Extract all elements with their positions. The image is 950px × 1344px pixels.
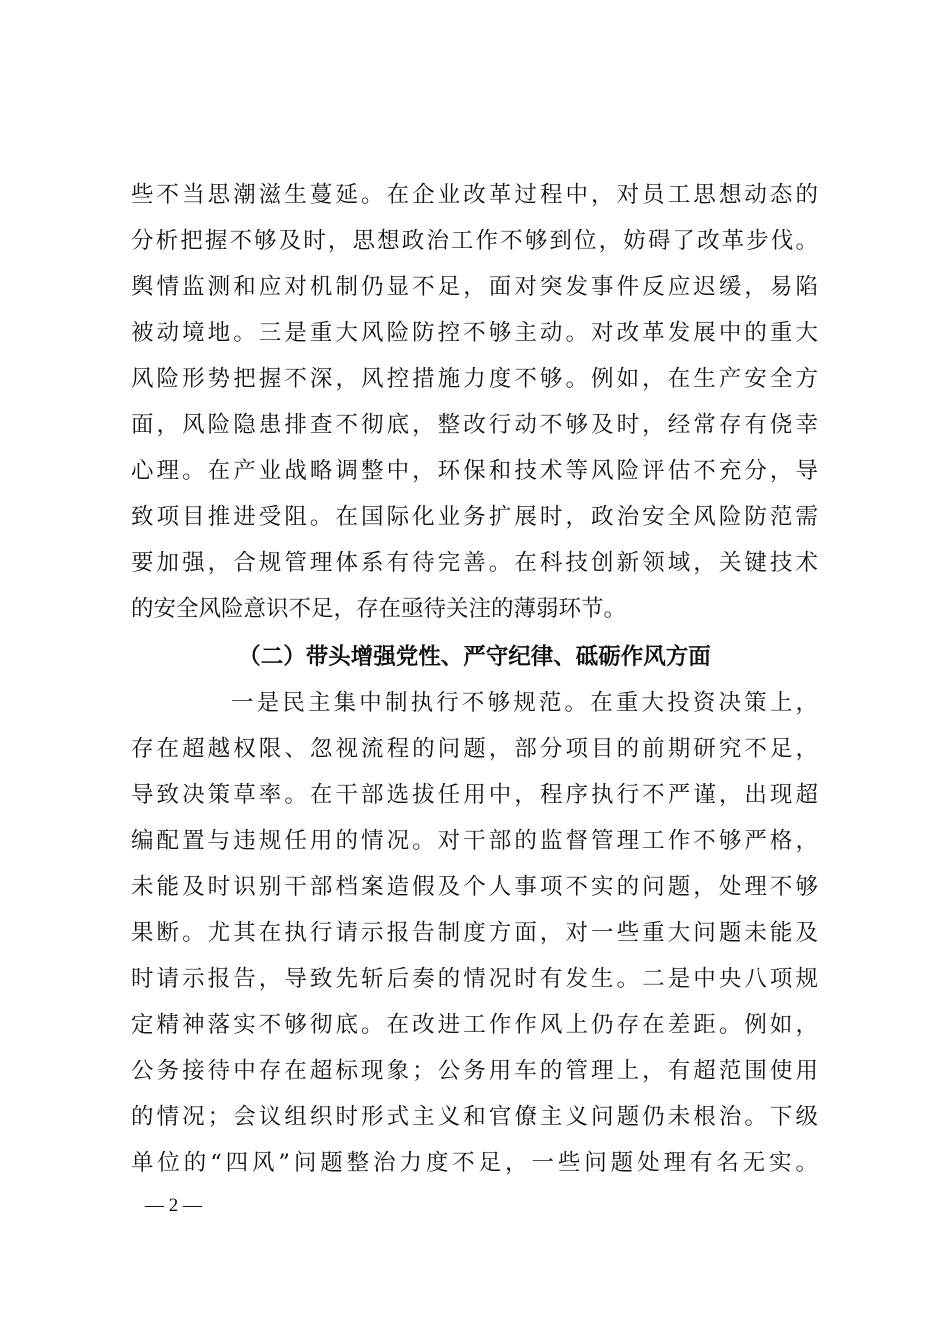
paragraph-2-line-1: 一是民主集中制执行不够规范。在重大投资决策上， [231,690,818,716]
paragraph-1-line-4: 被动境地。三是重大风险防控不够主动。对改革发展中的重大 [131,320,818,346]
paragraph-1-line-1: 些不当思潮滋生蔓延。在企业改革过程中，对员工思想动态的 [131,182,818,208]
paragraph-2-line-5: 未能及时识别干部档案造假及个人事项不实的问题，处理不够 [131,874,818,900]
paragraph-2-line-11: 单位的“四风”问题整治力度不足，一些问题处理有名无实。 [131,1150,818,1176]
paragraph-2-line-3: 导致决策草率。在干部选拔任用中，程序执行不严谨，出现超 [131,782,818,808]
paragraph-1-line-8: 致项目推进受阻。在国际化业务扩展时，政治安全风险防范需 [131,504,818,530]
paragraph-1-line-6: 面，风险隐患排查不彻底，整改行动不够及时，经常存有侥幸 [131,412,818,438]
paragraph-1-line-10: 的安全风险意识不足，存在亟待关注的薄弱环节。 [131,596,627,622]
paragraph-2-line-9: 公务接待中存在超标现象；公务用车的管理上，有超范围使用 [131,1058,818,1084]
paragraph-2-line-2: 存在超越权限、忽视流程的问题，部分项目的前期研究不足， [131,736,818,762]
paragraph-2-line-7: 时请示报告，导致先斩后奏的情况时有发生。二是中央八项规 [131,966,818,992]
section-heading: （二）带头增强党性、严守纪律、砥砺作风方面 [238,644,711,670]
paragraph-1-line-3: 舆情监测和应对机制仍显不足，面对突发事件反应迟缓，易陷 [131,274,818,300]
paragraph-2-line-6: 果断。尤其在执行请示报告制度方面，对一些重大问题未能及 [131,920,818,946]
paragraph-1-line-9: 要加强，合规管理体系有待完善。在科技创新领域，关键技术 [131,550,818,576]
paragraph-1-line-5: 风险形势把握不深，风控措施力度不够。例如，在生产安全方 [131,366,818,392]
paragraph-2-line-4: 编配置与违规任用的情况。对干部的监督管理工作不够严格， [131,828,818,854]
page-number: — 2 — [145,1195,202,1216]
paragraph-2-line-8: 定精神落实不够彻底。在改进工作作风上仍存在差距。例如， [131,1012,818,1038]
paragraph-2-line-10: 的情况；会议组织时形式主义和官僚主义问题仍未根治。下级 [131,1104,818,1130]
paragraph-1-line-7: 心理。在产业战略调整中，环保和技术等风险评估不充分，导 [131,458,818,484]
paragraph-1-line-2: 分析把握不够及时，思想政治工作不够到位，妨碍了改革步伐。 [131,228,818,254]
